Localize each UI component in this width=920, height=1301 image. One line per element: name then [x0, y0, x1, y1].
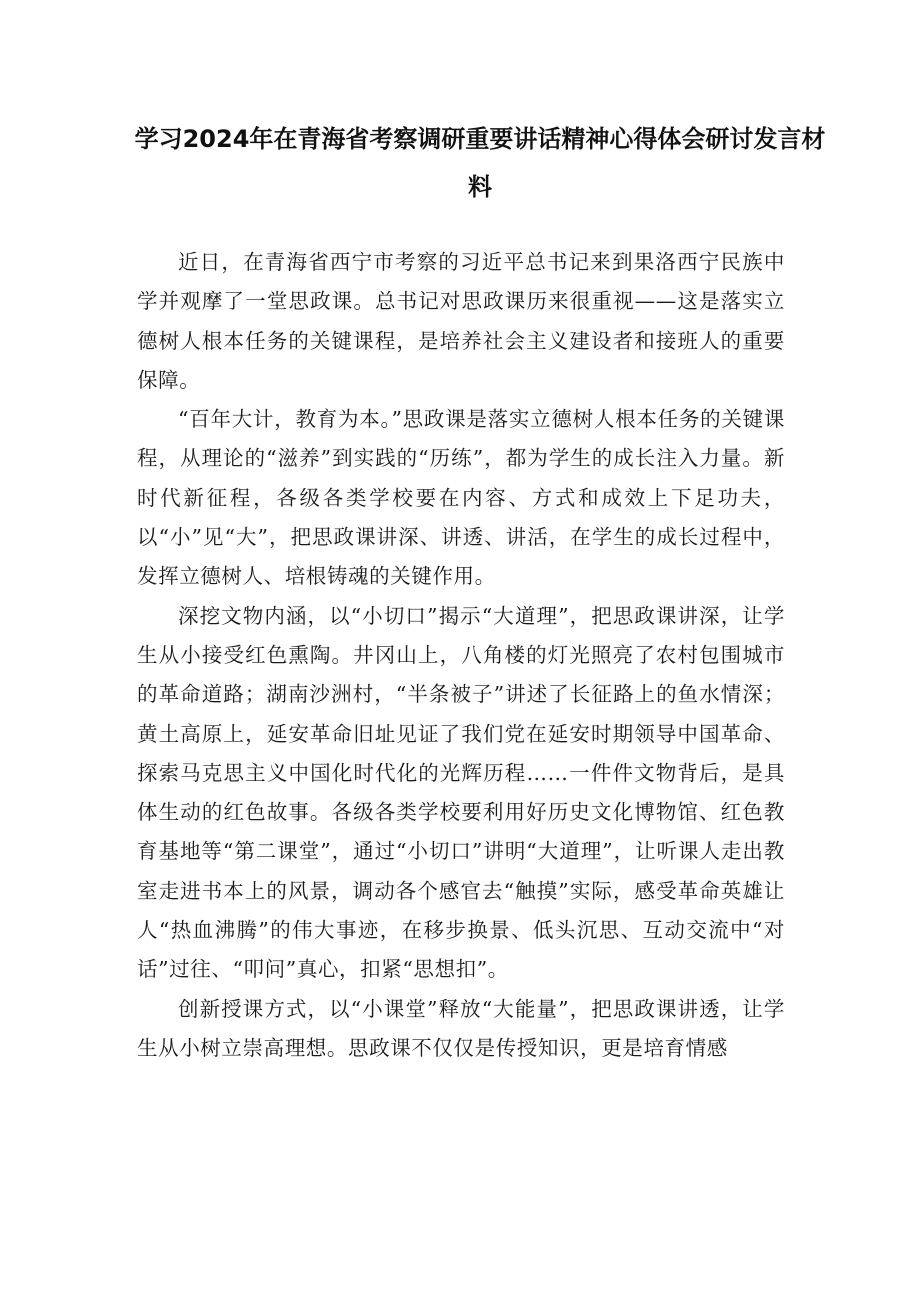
paragraph-2: “百年大计，教育为本。”思政课是落实立德树人根本任务的关键课程，从理论的“滋养”到实践的“历练”，都为学生的成长注入力量。新时代新征程，各级各类学校要在内容、方式和成效上下足功夫，以“小”见“大”，把思政课讲深、讲透、讲活，在学生的成长过程中，发挥立德树人、培根铸魂的关键作用。	[137, 407, 785, 589]
paragraph-1: 近日，在青海省西宁市考察的习近平总书记来到果洛西宁民族中学并观摩了一堂思政课。总书记对思政课历来很重视——这是落实立德树人根本任务的关键课程，是培养社会主义建设者和接班人的重要保障。	[137, 250, 785, 392]
paragraph-3: 深挖文物内涵，以“小切口”揭示“大道理”，把思政课讲深，让学生从小接受红色熏陶。井冈山上，八角楼的灯光照亮了农村包围城市的革命道路；湖南沙洲村，“半条被子”讲述了长征路上的鱼水情深；黄土高原上，延安革命旧址见证了我们党在延安时期领导中国革命、探索马克思主义中国化时代化的光辉历程……一件件文物背后，是具体生动的红色故事。各级各类学校要利用好历史文化博物馆、红色教育基地等“第二课堂”，通过“小切口”讲明“大道理”，让听课人走出教室走进书本上的风景，调动各个感官去“触摸”实际，感受革命英雄让人“热血沸腾”的伟大事迹，在移步换景、低头沉思、互动交流中“对话”过往、“叩问”真心，扣紧“思想扣”。	[137, 603, 785, 982]
paragraph-4: 创新授课方式，以“小课堂”释放“大能量”，把思政课讲透，让学生从小树立崇高理想。思政课不仅仅是传授知识，更是培育情感	[137, 996, 785, 1060]
document-title: 学习2024年在青海省考察调研重要讲话精神心得体会研讨发言材料	[134, 125, 826, 201]
document-body	[137, 243, 785, 1068]
